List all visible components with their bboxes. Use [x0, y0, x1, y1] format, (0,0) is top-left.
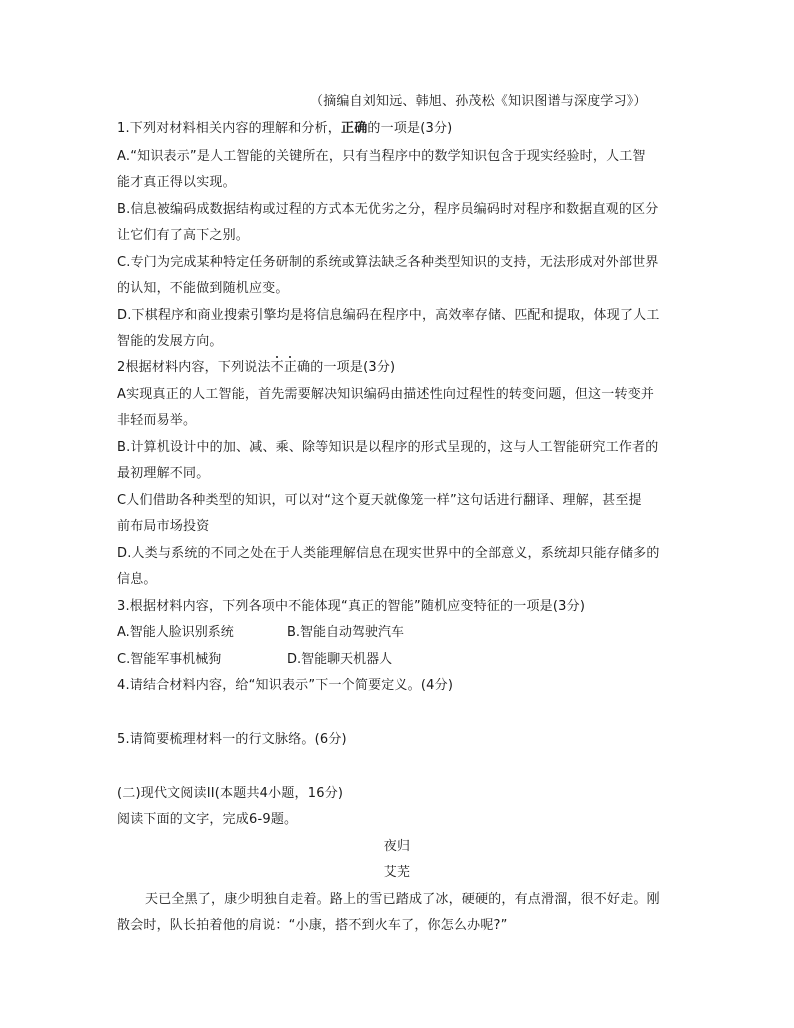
q2-emphasis-dot-1: 不 — [270, 360, 284, 375]
q2-stem-score: 确的一项是(3分) — [297, 360, 396, 375]
q1-option-b-line1: B.信息被编码成数据结构或过程的方式本无优劣之分，程序员编码时对程序和数据直观的区分 — [117, 202, 659, 217]
q2-stem — [117, 359, 682, 377]
story-title: 夜归 — [383, 839, 411, 854]
q2-option-a-line1: A实现真正的人工智能，首先需要解决知识编码由描述性向过程性的转变问题，但这一转变并 — [117, 387, 655, 402]
q3-option-b: B.智能自动驾驶汽车 — [287, 625, 405, 640]
story-paragraph-1-line1: 天已全黑了，康少明独自走着。路上的雪已踏成了冰，硬硬的，有点滑溜，很不好走。刚 — [145, 892, 660, 907]
q5-stem: 5.请简要梳理材料一的行文脉络。(6分) — [117, 732, 347, 747]
source-citation: （摘编自刘知远、韩旭、孙茂松《知识图谱与深度学习》） — [310, 94, 647, 109]
story-author: 艾芜 — [383, 865, 411, 880]
section2-instruction: 阅读下面的文字，完成6-9题。 — [117, 812, 298, 827]
q2-option-a-line2: 非轻而易举。 — [117, 413, 197, 428]
q2-stem-text: 2根据材料内容，下列说法 — [117, 360, 271, 375]
q3-option-c: C.智能军事机械狗 — [117, 652, 222, 667]
q1-stem-text: 1.下列对材料相关内容的理解和分析， — [117, 121, 342, 136]
q1-stem-emphasis: 正确 — [341, 121, 368, 136]
q4-stem: 4.请结合材料内容，给“知识表示”下一个简要定义。(4分) — [117, 678, 454, 693]
q1-option-c-line2: 的认知，不能做到随机应变。 — [117, 281, 289, 296]
q1-option-d-line2: 智能的发展方向。 — [117, 334, 223, 349]
q1-stem — [117, 120, 682, 138]
q1-option-a-line1: A.“知识表示”是人工智能的关键所在，只有当程序中的数学知识包含于现实经验时，人工智 — [117, 149, 646, 164]
q2-option-c-line1: C人们借助各种类型的知识，可以对“这个夏天就像笼一样”这句话进行翻译、理解，甚至提 — [117, 493, 642, 508]
q2-option-b-line1: B.计算机设计中的加、减、乘、除等知识是以程序的形式呈现的，这与人工智能研究工作者的 — [117, 440, 659, 455]
q3-stem: 3.根据材料内容，下列各项中不能体现“真正的智能”随机应变特征的一项是(3分) — [117, 599, 586, 614]
q1-option-a-line2: 能才真正得以实现。 — [117, 175, 236, 190]
q1-stem-score: 的一项是(3分) — [367, 121, 453, 136]
q2-option-d-line2: 信息。 — [117, 572, 157, 587]
q2-option-b-line2: 最初理解不同。 — [117, 466, 210, 481]
q2-emphasis-dot-2: 正 — [283, 360, 298, 375]
q3-option-a: A.智能人脸识别系统 — [117, 625, 234, 640]
q3-option-d: D.智能聊天机器人 — [287, 652, 393, 667]
story-paragraph-1-line2: 散会时，队长拍着他的肩说：“小康，搭不到火车了，你怎么办呢?” — [117, 918, 508, 933]
q1-option-d-line1: D.下棋程序和商业搜索引擎均是将信息编码在程序中，高效率存储、匹配和提取，体现了人工 — [117, 308, 660, 323]
q1-option-b-line2: 让它们有了高下之别。 — [117, 228, 250, 243]
q1-option-c-line1: C.专门为完成某种特定任务研制的系统或算法缺乏各种类型知识的支持，无法形成对外部世界 — [117, 255, 659, 270]
section2-heading: (二)现代文阅读II(本题共4小题，16分) — [117, 786, 344, 801]
q2-option-c-line2: 前布局市场投资 — [117, 519, 210, 534]
q2-option-d-line1: D.人类与系统的不同之处在于人类能理解信息在现实世界中的全部意义，系统却只能存储多的 — [117, 546, 660, 561]
